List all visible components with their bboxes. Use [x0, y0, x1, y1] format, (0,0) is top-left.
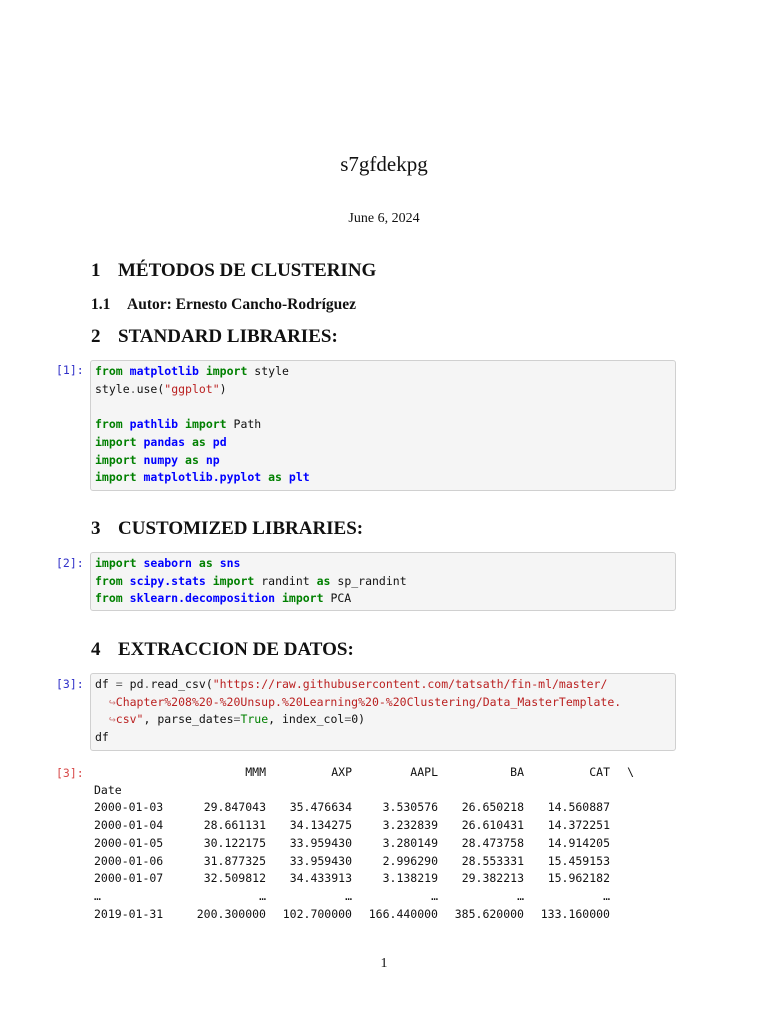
- code-token: Chapter%208%20-%20Unsup.%20Learning%20-%20Clustering/Data_MasterTemplate.: [115, 694, 622, 709]
- code-token: Path: [226, 417, 262, 432]
- table-body: [94, 799, 634, 923]
- code-token: pandas: [143, 434, 186, 449]
- code-token: True: [240, 712, 269, 727]
- code-token: [199, 364, 206, 378]
- table-cell: 15.962182: [547, 871, 610, 886]
- code-token: [123, 591, 130, 605]
- code-token: from: [95, 573, 123, 588]
- table-cell: 14.560887: [547, 800, 610, 815]
- code-token: sp_randint: [330, 573, 407, 588]
- code-token: [123, 574, 130, 588]
- row-index: 2000-01-05: [94, 835, 164, 850]
- code-token: [206, 435, 213, 449]
- code-token: read_csv(: [150, 677, 213, 691]
- code-token: import: [95, 470, 137, 485]
- document-date: June 6, 2024: [348, 211, 420, 226]
- table-cell: …: [431, 888, 438, 903]
- document-title: s7gfdekpg: [340, 152, 428, 176]
- table-row: [94, 888, 634, 906]
- row-index: 2000-01-07: [94, 871, 164, 886]
- code-token: import: [95, 434, 137, 449]
- section-title: EXTRACCION DE DATOS:: [118, 639, 354, 660]
- code-token: matplotlib: [129, 364, 199, 378]
- code-block: [95, 555, 671, 608]
- table-row: [94, 799, 634, 817]
- section-heading-2: [91, 326, 338, 348]
- table-cell: 2.996290: [382, 853, 438, 868]
- section-title: CUSTOMIZED LIBRARIES:: [118, 518, 364, 539]
- code-token: [178, 453, 185, 467]
- code-token: plt: [288, 470, 310, 485]
- section-title: MÉTODOS DE CLUSTERING: [118, 260, 377, 281]
- section-number: 3: [91, 518, 101, 539]
- table-cell: 14.914205: [547, 835, 610, 850]
- code-token: pd: [122, 677, 144, 691]
- table-cell: 3.280149: [382, 835, 438, 850]
- table-cell: 28.661131: [203, 818, 266, 833]
- table-cell: 385.620000: [454, 906, 524, 921]
- table-row: [94, 817, 634, 835]
- code-token: import: [205, 364, 248, 378]
- code-token: "ggplot": [164, 381, 220, 396]
- code-cell-2[interactable]: [90, 552, 676, 611]
- code-token: PCA: [323, 591, 352, 606]
- code-token: [123, 364, 130, 378]
- code-token: pathlib: [129, 417, 179, 432]
- code-token: ↪: [95, 694, 116, 709]
- table-cell: 3.138219: [382, 871, 438, 886]
- code-token: =: [115, 677, 123, 691]
- code-token: as: [191, 434, 206, 449]
- code-token: =: [233, 712, 241, 727]
- code-token: , index_col: [268, 712, 345, 727]
- table-cell: 35.476634: [289, 800, 352, 815]
- table-row: [94, 853, 634, 871]
- table-cell: 102.700000: [282, 906, 352, 921]
- index-name: Date: [94, 782, 122, 797]
- section-heading-1: [91, 260, 376, 282]
- code-token: randint: [254, 573, 317, 588]
- row-index: 2000-01-03: [94, 800, 164, 815]
- code-token: style: [95, 381, 130, 396]
- table-row: [94, 906, 634, 924]
- code-token: df: [95, 677, 116, 691]
- code-token: [192, 556, 199, 570]
- section-title: Autor: Ernesto Cancho-Rodríguez: [127, 296, 357, 313]
- section-title: STANDARD LIBRARIES:: [118, 326, 338, 347]
- code-token: as: [268, 470, 282, 485]
- code-token: [206, 574, 213, 588]
- section-number: 1: [91, 260, 101, 281]
- row-index: 2000-01-06: [94, 853, 164, 868]
- column-header: BA: [510, 765, 524, 779]
- code-token: sklearn.decomposition: [129, 591, 276, 606]
- table-cell: 29.847043: [203, 800, 266, 815]
- section-number: 2: [91, 326, 101, 347]
- code-token: [178, 417, 185, 431]
- code-token: style: [247, 364, 289, 378]
- table-cell: 14.372251: [547, 818, 610, 833]
- table-row: [94, 870, 634, 888]
- row-index: 2000-01-04: [94, 818, 164, 833]
- code-block: [95, 363, 671, 487]
- code-token: [199, 453, 206, 467]
- code-token: seaborn: [143, 556, 192, 570]
- table-cell: …: [603, 888, 610, 903]
- section-number: 1.1: [91, 296, 111, 313]
- table-row: [94, 835, 634, 853]
- code-token: import: [212, 573, 255, 588]
- table-cell: 28.553331: [461, 853, 524, 868]
- code-token: as: [185, 452, 199, 467]
- code-token: numpy: [143, 452, 179, 467]
- code-token: from: [95, 364, 123, 378]
- code-token: import: [281, 591, 324, 606]
- code-token: import: [185, 417, 227, 432]
- column-header: AAPL: [410, 765, 438, 779]
- table-cell: …: [259, 888, 266, 903]
- code-token: [123, 417, 130, 431]
- page-number: 1: [380, 956, 388, 971]
- table-cell: 29.382213: [461, 871, 524, 886]
- table-cell: 34.433913: [289, 871, 352, 886]
- code-token: from: [95, 417, 123, 432]
- code-cell-1[interactable]: [90, 360, 676, 491]
- code-token: as: [198, 556, 213, 570]
- code-token: [275, 591, 282, 605]
- code-token: df: [95, 730, 109, 745]
- table-cell: …: [517, 888, 524, 903]
- table-header-row: [94, 764, 634, 782]
- code-token: import: [95, 452, 137, 467]
- code-cell-3[interactable]: [90, 673, 676, 751]
- code-token: use(: [136, 381, 165, 396]
- code-token: "https://raw.githubusercontent.com/tatsath/fin-ml/master/: [212, 677, 608, 691]
- table-cell: 30.122175: [203, 835, 266, 850]
- code-token: np: [205, 452, 220, 467]
- table-cell: 133.160000: [540, 906, 610, 921]
- table-cell: 166.440000: [368, 906, 438, 921]
- code-token: as: [316, 573, 331, 588]
- code-token: sns: [219, 556, 241, 570]
- table-cell: 200.300000: [196, 906, 266, 921]
- section-number: 4: [91, 639, 101, 660]
- code-token: pd: [212, 434, 227, 449]
- code-token: ): [219, 381, 227, 396]
- code-token: , parse_dates: [143, 712, 234, 727]
- output-prompt-3: [3]:: [56, 766, 84, 780]
- table-cell: 26.610431: [461, 818, 524, 833]
- code-token: [282, 470, 289, 484]
- code-token: csv": [115, 712, 144, 727]
- dataframe-output: [94, 764, 634, 923]
- code-token: .: [143, 677, 151, 691]
- continuation-mark: \: [627, 765, 634, 779]
- table-cell: 33.959430: [289, 835, 352, 850]
- subsection-heading-1-1: [91, 296, 356, 314]
- table-cell: 3.232839: [382, 818, 438, 833]
- code-token: [185, 435, 192, 449]
- table-cell: 26.650218: [461, 800, 524, 815]
- section-heading-3: [91, 518, 363, 540]
- code-token: .: [129, 381, 137, 396]
- code-token: 0): [351, 712, 366, 727]
- table-cell: 31.877325: [203, 853, 266, 868]
- code-token: =: [344, 712, 352, 727]
- code-block: [95, 676, 671, 747]
- code-token: scipy.stats: [129, 573, 206, 588]
- code-token: from: [95, 591, 123, 606]
- code-token: [213, 556, 220, 570]
- code-token: matplotlib.pyplot: [143, 470, 262, 485]
- table-cell: 32.509812: [203, 871, 266, 886]
- table-cell: 3.530576: [382, 800, 438, 815]
- cell-prompt-2: [2]:: [56, 556, 84, 570]
- column-header: AXP: [331, 765, 352, 779]
- column-header: CAT: [589, 765, 610, 779]
- table-cell: 33.959430: [289, 853, 352, 868]
- table-cell: 34.134275: [289, 818, 352, 833]
- table-cell: 15.459153: [547, 853, 610, 868]
- table-cell: 28.473758: [461, 835, 524, 850]
- table-cell: …: [345, 888, 352, 903]
- cell-prompt-1: [1]:: [56, 363, 84, 377]
- code-token: ↪: [95, 712, 116, 727]
- cell-prompt-3: [3]:: [56, 677, 84, 691]
- column-header: MMM: [245, 765, 266, 779]
- index-name-row: [94, 782, 634, 800]
- code-token: import: [95, 556, 137, 570]
- row-index: …: [94, 888, 101, 903]
- row-index: 2019-01-31: [94, 906, 164, 921]
- section-heading-4: [91, 639, 354, 661]
